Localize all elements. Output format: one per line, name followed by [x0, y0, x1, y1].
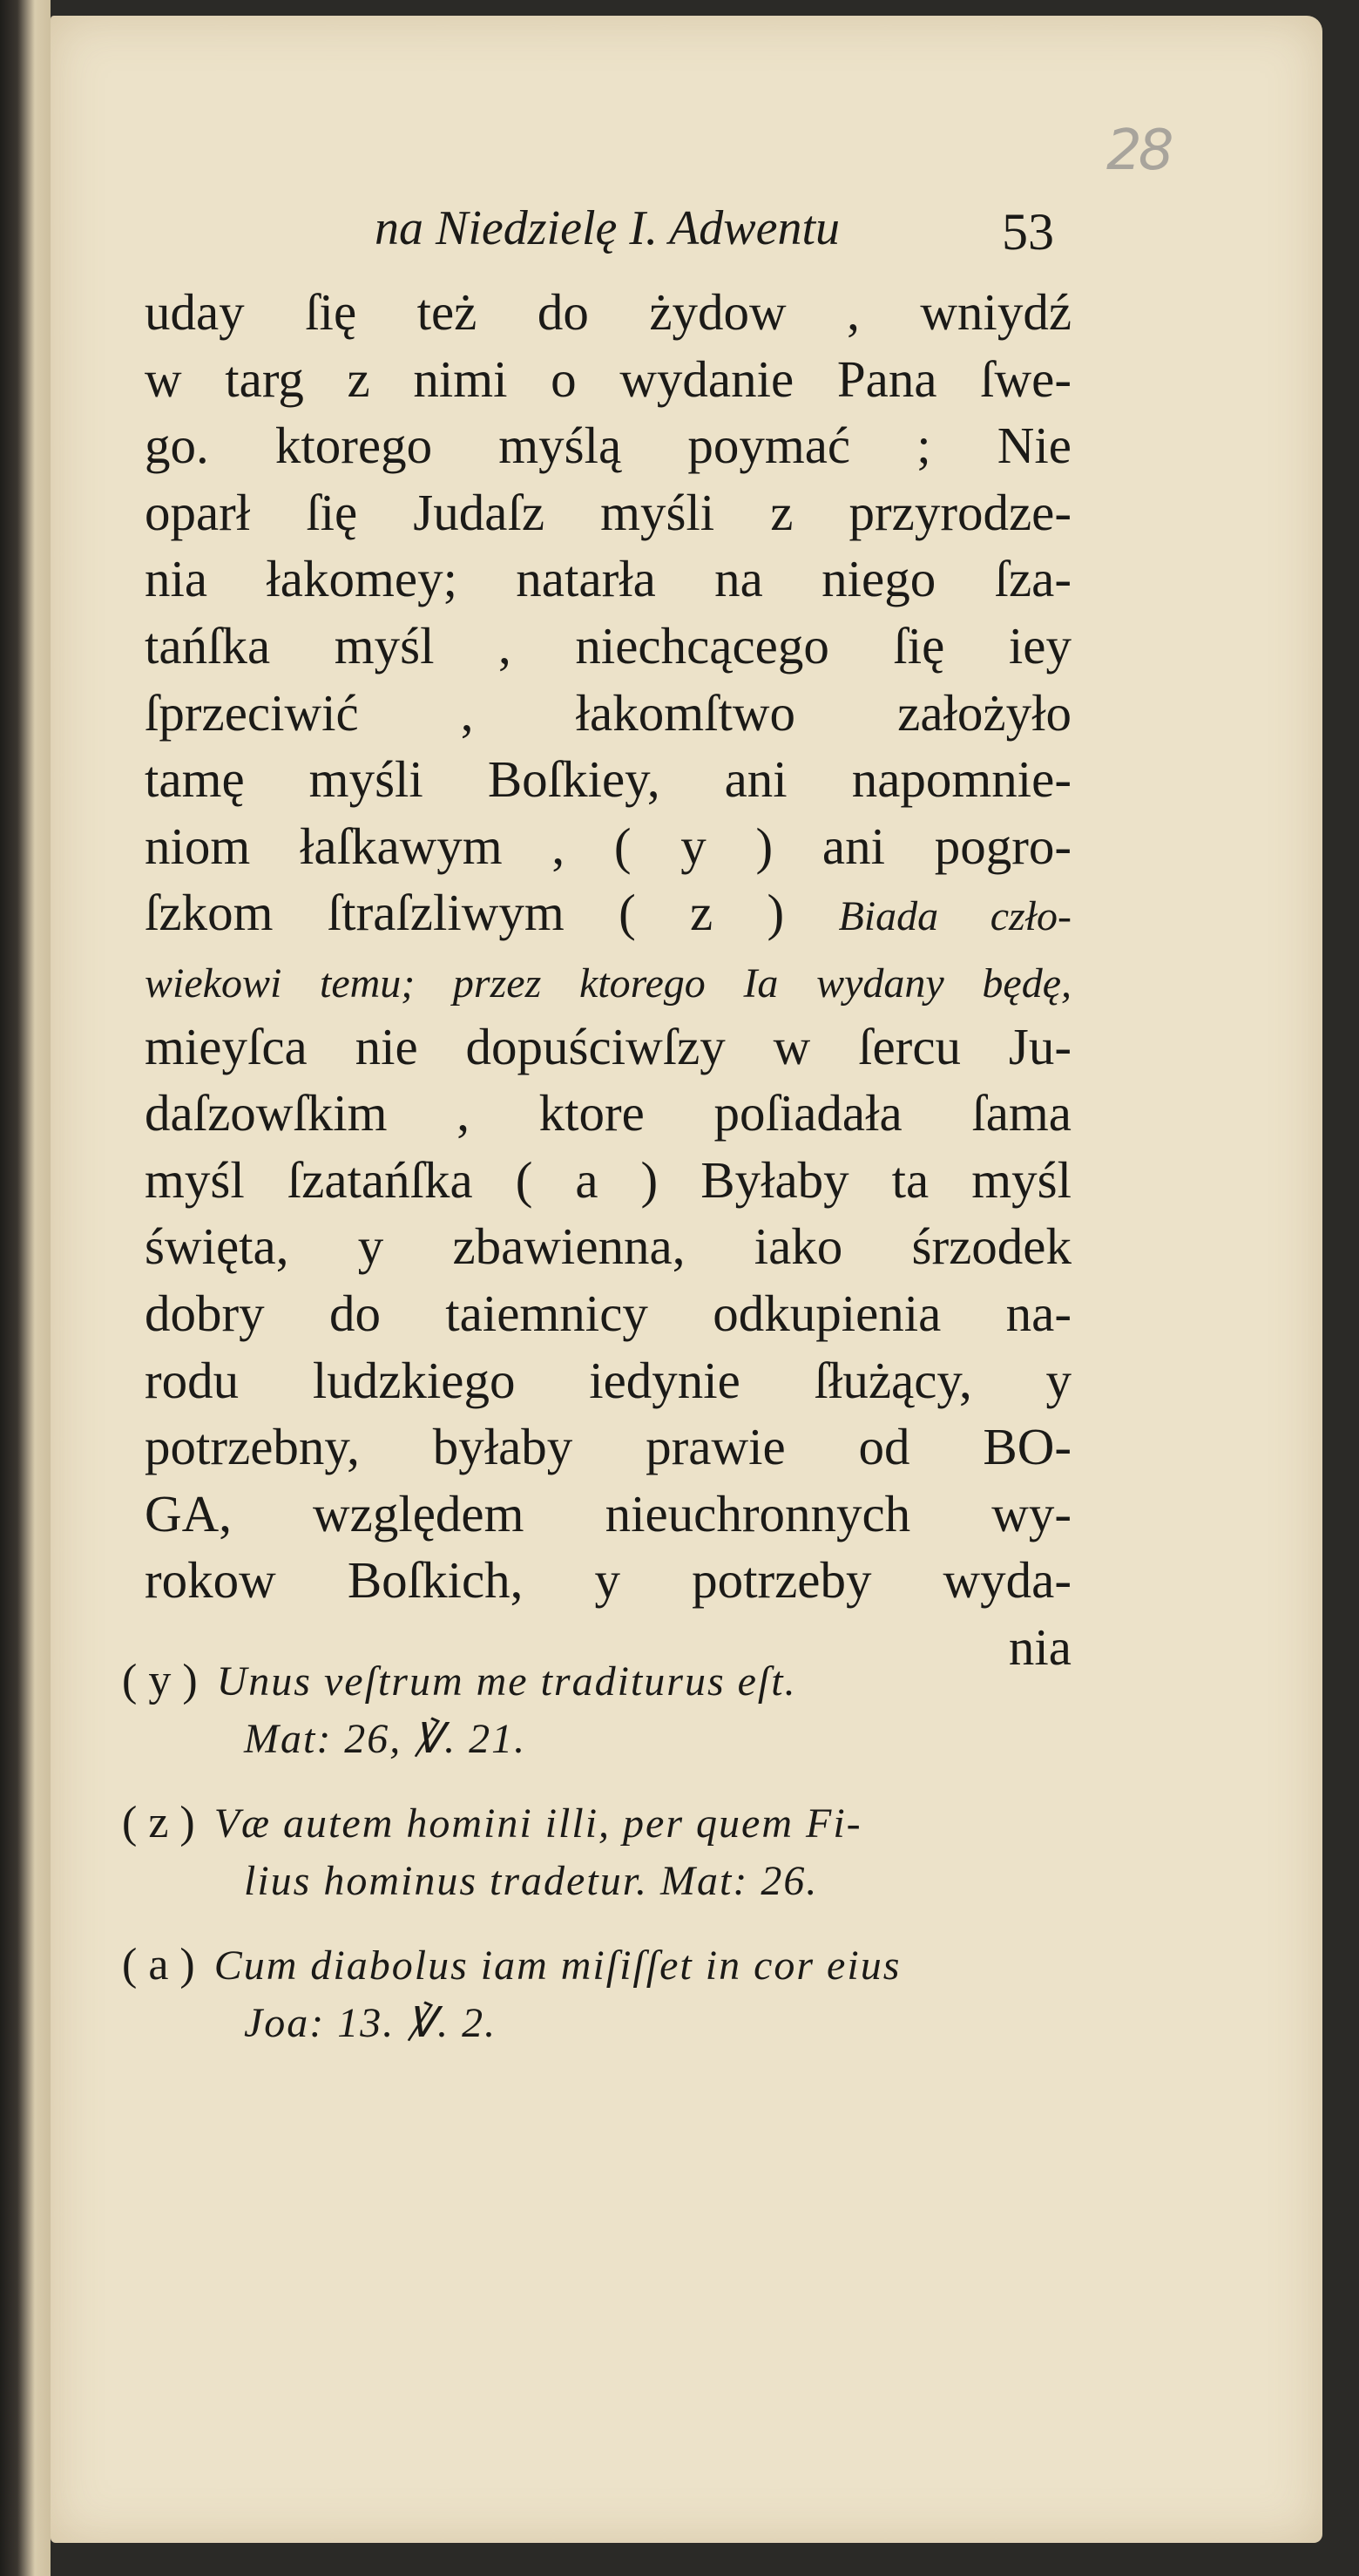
- text-line: go. ktorego myślą poymać ; Nie: [145, 417, 1072, 475]
- text-segment: ſzkom ſtraſzliwym ( z ): [145, 884, 839, 942]
- footnote-mark: ( y ): [122, 1656, 198, 1705]
- text-line: niom łaſkawym , ( y ) ani pogro-: [145, 817, 1072, 875]
- text-line: w targ z nimi o wydanie Pana ſwe-: [145, 349, 1072, 408]
- footnote-citation: lius hominus tradetur. Mat: 26.: [244, 1858, 819, 1904]
- text-line: tamę myśli Boſkiey, ani napomnie-: [145, 750, 1072, 809]
- text-line: tańſka myśl , niechcącego ſię iey: [145, 616, 1072, 675]
- text-line: święta, y zbawienna, iako śrzodek: [145, 1217, 1072, 1276]
- text-line: GA, względem nieuchronnych wy-: [145, 1484, 1072, 1542]
- pencil-folio-number: 28: [1106, 119, 1171, 183]
- footnotes: [122, 1652, 1080, 2078]
- footnote-mark: ( a ): [122, 1940, 195, 1990]
- text-line: uday ſię też do żydow , wniydź: [145, 283, 1072, 341]
- text-line: mieyſca nie dopuściwſzy w ſercu Ju-: [145, 1017, 1072, 1075]
- footnote-mark: ( z ): [122, 1798, 195, 1847]
- footnote-a: [122, 1936, 1080, 2052]
- text-line-with-italic: [145, 879, 1072, 946]
- text-line: nia łakomey; natarła na niego ſza-: [145, 550, 1072, 608]
- text-line: oparł ſię Judaſz myśli z przyrodze-: [145, 483, 1072, 541]
- text-line: rodu ludzkiego iedynie ſłużący, y: [145, 1351, 1072, 1409]
- text-line: daſzowſkim , ktore poſiadała ſama: [145, 1084, 1072, 1142]
- text-line-italic: [145, 946, 1072, 1013]
- footnote-text: Unus veſtrum me traditurus eſt.: [216, 1658, 797, 1705]
- text-line: potrzebny, byłaby prawie od BO-: [145, 1418, 1072, 1476]
- running-head: na Niedzielę I. Adwentu: [375, 201, 840, 255]
- text-line: dobry do taiemnicy odkupienia na-: [145, 1284, 1072, 1342]
- footnote-citation: Joa: 13. ℣. 2.: [244, 2000, 497, 2046]
- footnote-z: [122, 1794, 1080, 1910]
- text-line: ſprzeciwić , łakomſtwo założyło: [145, 683, 1072, 742]
- footnote-citation: Mat: 26, ℣. 21.: [244, 1716, 527, 1762]
- footnote-y: [122, 1652, 1080, 1768]
- italic-quote: wiekowi temu; przez ktorego Ia wydany będę,: [145, 959, 1072, 1007]
- text-line: rokow Boſkich, y potrzeby wyda-: [145, 1551, 1072, 1610]
- text-line: myśl ſzatańſka ( a ) Byłaby ta myśl: [145, 1150, 1072, 1209]
- book-binding-edge: [0, 0, 51, 2576]
- page-number: 53: [1002, 203, 1054, 261]
- footnote-text: Væ autem homini illi, per quem Fi-: [213, 1800, 862, 1847]
- italic-quote: Biada czło-: [838, 893, 1072, 940]
- body-text: [145, 279, 1072, 1680]
- footnote-text: Cum diabolus iam miſiſſet in cor eius: [213, 1942, 902, 1989]
- catchword: nia: [1008, 1617, 1072, 1676]
